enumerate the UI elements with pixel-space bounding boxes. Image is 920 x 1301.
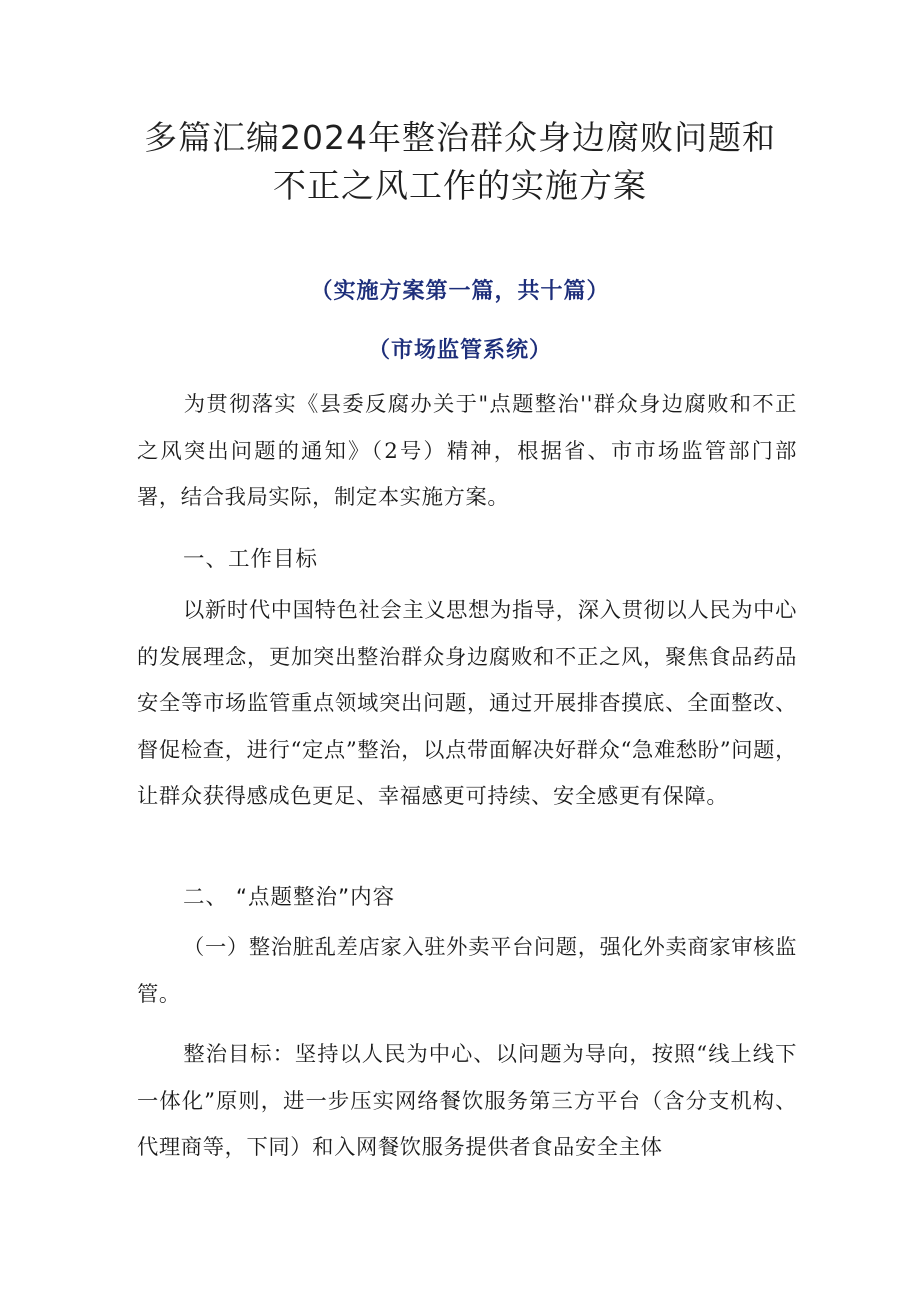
item-1-text: （一）整治脏乱差店家入驻外卖平台问题，强化外卖商家审核监管。 (137, 935, 797, 1007)
item-1-goal-paragraph (137, 1032, 797, 1172)
item-1-goal-text: 整治目标：坚持以人民为中心、以问题为导向，按照“线上线下一体化”原则，进一步压实网络餐饮服务第三方平台（含分支机构、代理商等，下同）和入网餐饮服务提供者食品安全主体 (137, 1042, 797, 1160)
item-1-paragraph (137, 925, 797, 1018)
document-subtitle-series: （实施方案第一篇，共十篇） (310, 278, 610, 304)
document-title-line-2: 不正之风工作的实施方案 (273, 166, 647, 205)
intro-text: 为贯彻落实《县委反腐办关于"点题整治''群众身边腐败和不正之风突出问题的通知》（2号）精神，根据省、市市场监管部门部署，结合我局实际，制定本实施方案。 (137, 392, 797, 510)
section-1-text: 以新时代中国特色社会主义思想为指导，深入贯彻以人民为中心的发展理念，更加突出整治群众身边腐败和不正之风，聚焦食品药品安全等市场监管重点领域突出问题，通过开展排杳摸底、全面整改、督促检查，进行“定点”整治，以点带面解决好群众“急难愁盼”问题，让群众获得感成色更足、幸福感更可持续、安全感更有保障。 (137, 598, 797, 809)
document-subtitle-system: （市场监管系统） (367, 337, 552, 363)
section-1-paragraph (137, 588, 797, 821)
section-2-heading: 二、 “点题整治”内容 (183, 885, 396, 910)
document-title-line-1: 多篇汇编2024年整治群众身边腐败问题和 (144, 118, 776, 157)
section-1-heading: 一、工作目标 (183, 547, 319, 572)
intro-paragraph (137, 382, 797, 522)
